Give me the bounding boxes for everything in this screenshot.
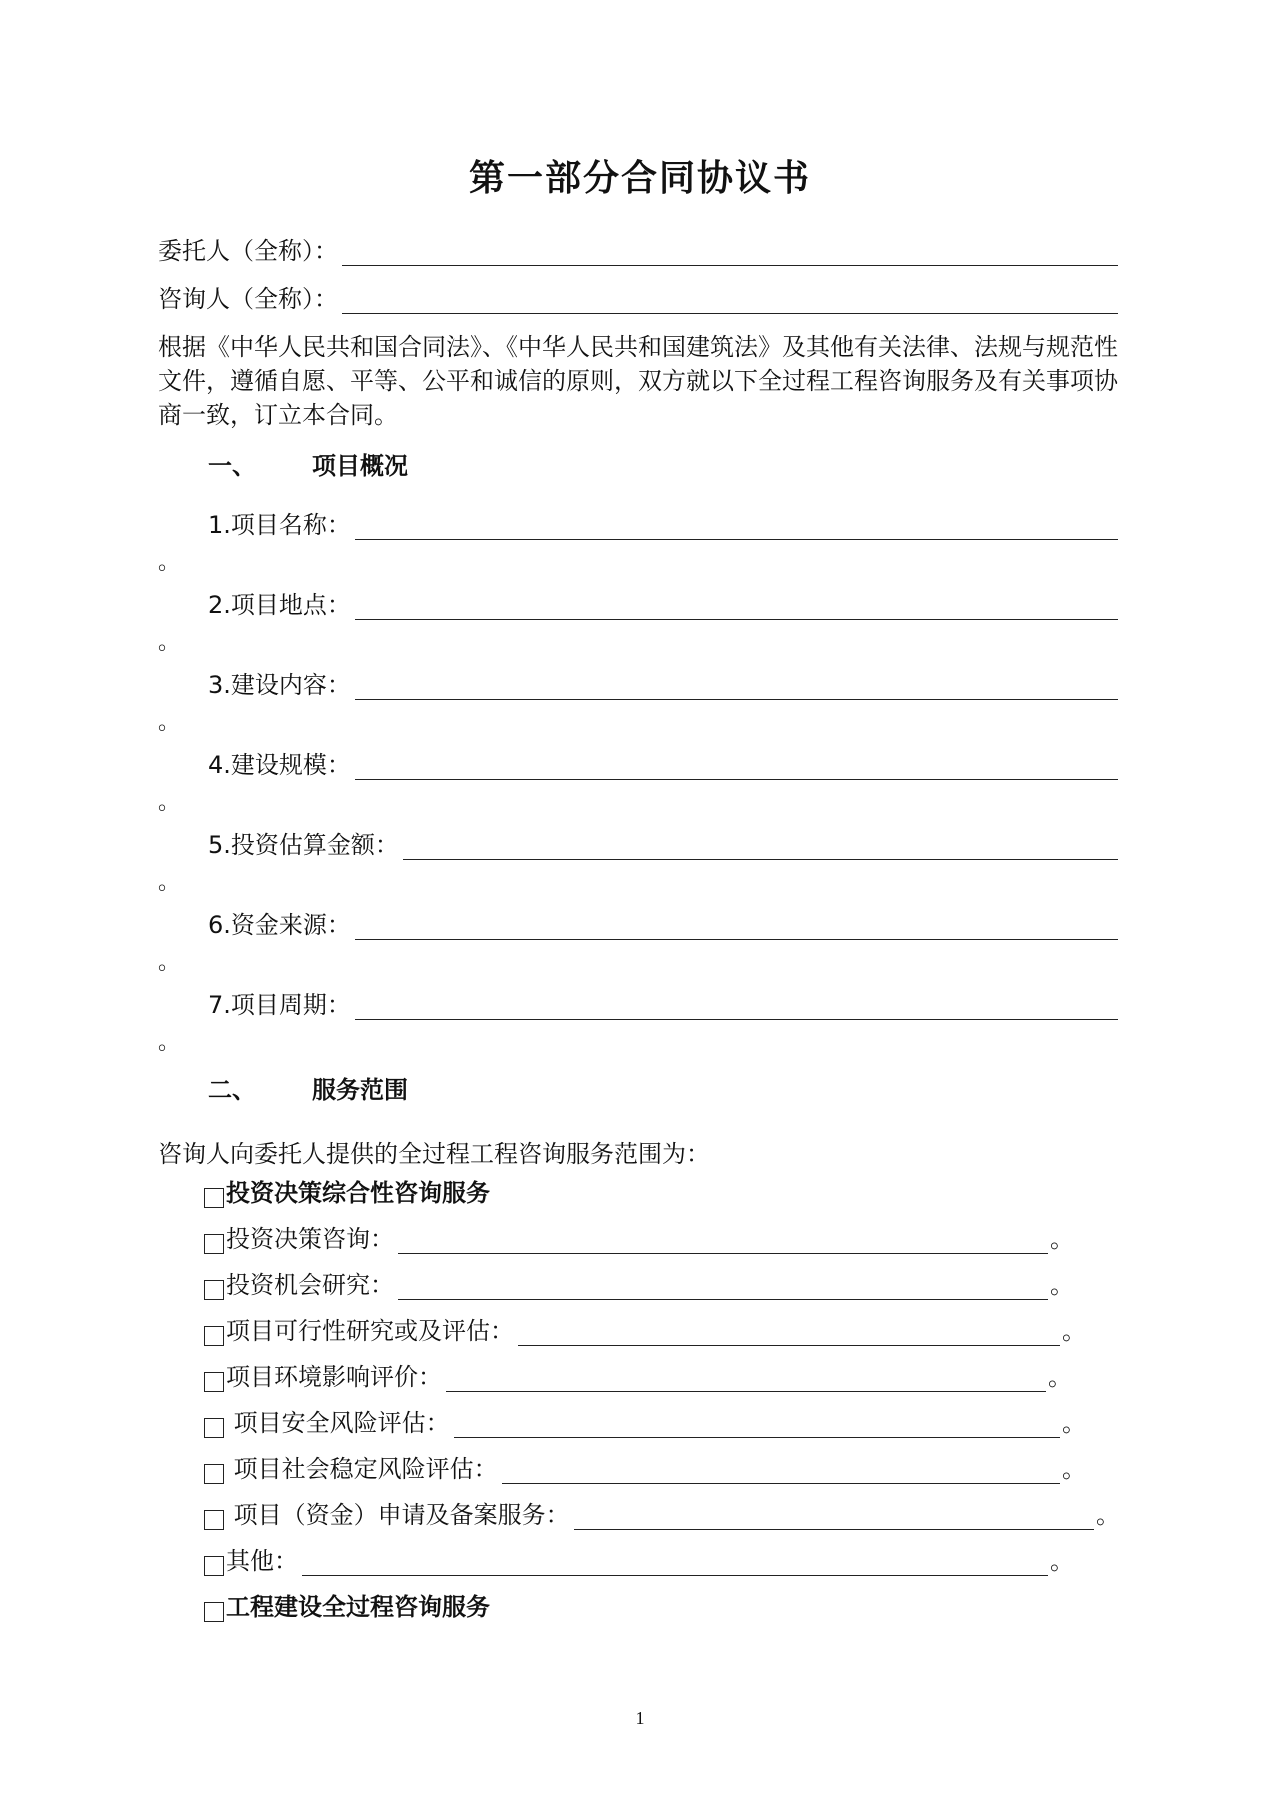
- client-label: 委托人（全称）：: [158, 237, 338, 265]
- item-period: 。: [158, 950, 181, 975]
- construction-content-field[interactable]: [208, 668, 1118, 700]
- item-period: 。: [1096, 1501, 1120, 1529]
- page-number: 1: [635, 1708, 645, 1728]
- service-label: 项目可行性研究或及评估：: [226, 1317, 514, 1345]
- blank-line[interactable]: [574, 1507, 1094, 1530]
- item-period: 。: [158, 710, 181, 735]
- consultant-label: 咨询人（全称）：: [158, 285, 338, 313]
- client-name-field[interactable]: [158, 234, 1118, 266]
- blank-line[interactable]: [355, 677, 1118, 700]
- service-label: 项目环境影响评价：: [226, 1363, 442, 1391]
- funding-source-field[interactable]: [208, 908, 1118, 940]
- blank-line[interactable]: [398, 1231, 1048, 1254]
- section1-heading: [208, 446, 408, 481]
- item-label: 2.项目地点：: [208, 591, 351, 619]
- service-item[interactable]: [204, 1268, 1074, 1300]
- section2-heading: [208, 1070, 408, 1105]
- client-blank-line[interactable]: [342, 243, 1118, 266]
- blank-line[interactable]: [518, 1323, 1060, 1346]
- service-item[interactable]: [204, 1360, 1072, 1392]
- blank-line[interactable]: [355, 597, 1118, 620]
- construction-scale-field[interactable]: [208, 748, 1118, 780]
- project-location-field[interactable]: [208, 588, 1118, 620]
- service-label: 项目社会稳定风险评估：: [226, 1455, 498, 1483]
- checkbox[interactable]: [204, 1234, 224, 1254]
- item-period: 。: [1050, 1547, 1074, 1575]
- service-label: 其他：: [226, 1547, 298, 1575]
- blank-line[interactable]: [355, 997, 1118, 1020]
- blank-line[interactable]: [398, 1277, 1048, 1300]
- item-period: 。: [158, 870, 181, 895]
- service-label: 投资决策咨询：: [226, 1225, 394, 1253]
- item-label: 6.资金来源：: [208, 911, 351, 939]
- section1-number: 一、: [208, 452, 256, 480]
- blank-line[interactable]: [355, 517, 1118, 540]
- item-label: 1.项目名称：: [208, 511, 351, 539]
- checkbox[interactable]: [204, 1326, 224, 1346]
- section2-intro: 咨询人向委托人提供的全过程工程咨询服务范围为：: [158, 1140, 710, 1168]
- group1-title: 投资决策综合性咨询服务: [226, 1179, 490, 1207]
- item-period: 。: [1050, 1225, 1074, 1253]
- item-label: 4.建设规模：: [208, 751, 351, 779]
- item-period: 。: [1062, 1409, 1086, 1437]
- checkbox[interactable]: [204, 1556, 224, 1576]
- section2-number: 二、: [208, 1076, 256, 1104]
- page-title: 第一部分合同协议书: [468, 158, 811, 199]
- blank-line[interactable]: [355, 917, 1118, 940]
- checkbox[interactable]: [204, 1510, 224, 1530]
- group2-title: 工程建设全过程咨询服务: [226, 1593, 490, 1621]
- consultant-name-field[interactable]: [158, 282, 1118, 314]
- blank-line[interactable]: [502, 1461, 1060, 1484]
- service-label: 项目（资金）申请及备案服务：: [226, 1501, 570, 1529]
- item-period: 。: [1062, 1317, 1086, 1345]
- item-label: 5.投资估算金额：: [208, 831, 399, 859]
- blank-line[interactable]: [403, 837, 1118, 860]
- section2-title: 服务范围: [312, 1076, 408, 1104]
- service-label: 项目安全风险评估：: [226, 1409, 450, 1437]
- item-period: 。: [1050, 1271, 1074, 1299]
- group2-heading[interactable]: [204, 1590, 904, 1622]
- item-label: 7.项目周期：: [208, 991, 351, 1019]
- item-period: 。: [158, 550, 181, 575]
- service-item[interactable]: [204, 1314, 1086, 1346]
- blank-line[interactable]: [302, 1553, 1048, 1576]
- service-item[interactable]: [204, 1222, 1074, 1254]
- checkbox[interactable]: [204, 1602, 224, 1622]
- blank-line[interactable]: [355, 757, 1118, 780]
- checkbox[interactable]: [204, 1188, 224, 1208]
- service-item[interactable]: [204, 1544, 1074, 1576]
- service-item[interactable]: [204, 1406, 1086, 1438]
- item-period: 。: [158, 790, 181, 815]
- section1-title: 项目概况: [312, 452, 408, 480]
- consultant-blank-line[interactable]: [342, 291, 1118, 314]
- item-label: 3.建设内容：: [208, 671, 351, 699]
- item-period: 。: [158, 1030, 181, 1055]
- service-item[interactable]: [204, 1452, 1086, 1484]
- checkbox[interactable]: [204, 1464, 224, 1484]
- project-period-field[interactable]: [208, 988, 1118, 1020]
- checkbox[interactable]: [204, 1280, 224, 1300]
- preamble-paragraph: 根据《中华人民共和国合同法》、《中华人民共和国建筑法》及其他有关法律、法规与规范性文件，遵循自愿、平等、公平和诚信的原则，双方就以下全过程工程咨询服务及有关事项协商一致，订立本合同。: [158, 333, 1118, 429]
- item-period: 。: [1048, 1363, 1072, 1391]
- service-label: 投资机会研究：: [226, 1271, 394, 1299]
- group1-heading[interactable]: [204, 1176, 904, 1208]
- service-item[interactable]: [204, 1498, 1120, 1530]
- blank-line[interactable]: [454, 1415, 1060, 1438]
- checkbox[interactable]: [204, 1372, 224, 1392]
- item-period: 。: [1062, 1455, 1086, 1483]
- checkbox[interactable]: [204, 1418, 224, 1438]
- project-name-field[interactable]: [208, 508, 1118, 540]
- investment-estimate-field[interactable]: [208, 828, 1118, 860]
- item-period: 。: [158, 630, 181, 655]
- blank-line[interactable]: [446, 1369, 1046, 1392]
